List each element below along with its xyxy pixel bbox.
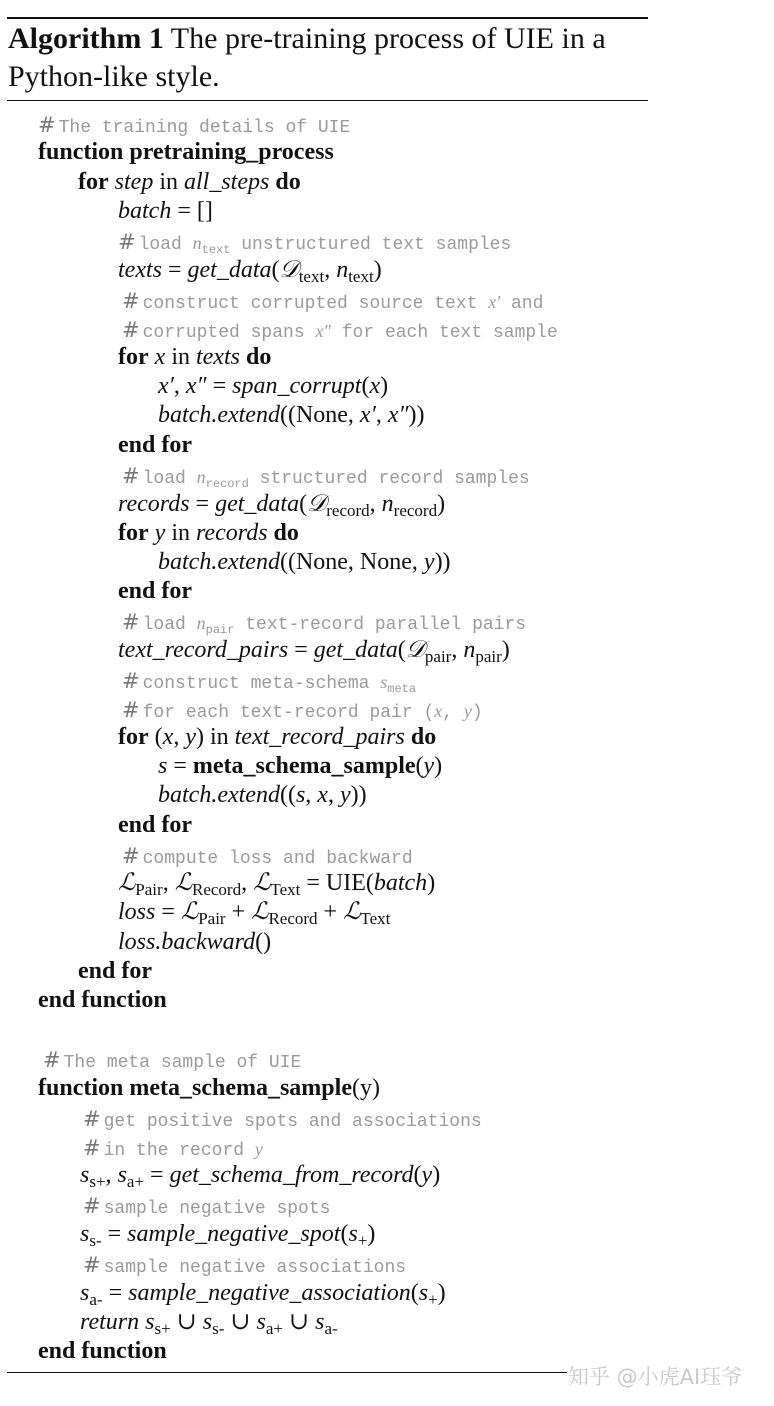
caption-line-1: The pre-training process of UIE in a: [170, 22, 606, 55]
comment-line: # compute loss and backward: [122, 844, 413, 869]
comment-line: # construct meta-schema $s_{meta}$: [122, 669, 417, 696]
watermark: 知乎 @小虎AI珏爷: [568, 1365, 743, 1389]
code-line: $s_{a-}$ = $sample\_negative\_association(s_+)$: [80, 1280, 446, 1309]
comment-line: # The training details of UIE: [38, 113, 351, 138]
code-line: records = get_data(𝒟$_{record}$, $n_{record}$): [118, 491, 446, 520]
code-line: x′, x″ = span_corrupt(x): [158, 373, 389, 399]
code-line: ℒ$_{Pair}$, ℒ$_{Record}$, ℒ$_{Text}$ = UIE(batch): [118, 870, 436, 899]
code-line: batch.extend((s, x, y)): [158, 782, 367, 808]
comment-line: # sample negative associations: [83, 1253, 407, 1278]
code-line: end function: [38, 987, 167, 1013]
comment-line: # sample negative spots: [83, 1194, 331, 1219]
code-line: function meta_schema_sample(y): [38, 1075, 380, 1101]
code-line: $s_{s-}$ = $sample\_negative\_spot(s_+)$: [80, 1221, 376, 1250]
caption-line-2: Python-like style.: [8, 60, 220, 93]
bottom-rule: [7, 1372, 567, 1373]
comment-line: # load $n_{pair}$ text-record parallel pairs: [122, 610, 527, 637]
code-line: end for: [78, 958, 152, 984]
code-line: loss = ℒ$_{Pair}$ + ℒ$_{Record}$ + ℒ$_{Text}$: [118, 899, 391, 928]
code-line: texts = get_data(𝒟$_{text}$, $n_{text}$): [118, 257, 382, 286]
comment-line: # load $n_{text}$ unstructured text samples: [118, 230, 512, 257]
code-line: return $s_{s+}$ ∪ $s_{s-}$ ∪ $s_{a+}$ ∪ $s_{a-}$: [80, 1309, 338, 1338]
code-line: for x in texts do: [118, 344, 272, 370]
algorithm-label: Algorithm 1: [8, 22, 164, 55]
code-line: s = meta_schema_sample(y): [158, 753, 443, 779]
comment-line: # construct corrupted source text x′ and: [122, 289, 544, 314]
code-line: function pretraining_process: [38, 139, 334, 165]
comment-line: # load $n_{record}$ structured record samples: [122, 464, 530, 491]
code-line: for y in records do: [118, 520, 299, 546]
comment-line: # in the record y: [83, 1136, 263, 1161]
code-line: batch.extend((None, x′, x″)): [158, 402, 425, 428]
comment-line: # The meta sample of UIE: [43, 1048, 302, 1073]
code-line: batch = []: [118, 198, 213, 224]
code-line: end for: [118, 578, 192, 604]
code-line: for step in all_steps do: [78, 169, 301, 195]
comment-line: # get positive spots and associations: [83, 1107, 482, 1132]
code-line: for (x, y) in text_record_pairs do: [118, 724, 437, 750]
algorithm-caption: [8, 20, 648, 96]
code-line: end for: [118, 812, 192, 838]
code-line: $s_{s+}$, $s_{a+}$ = get_schema_from_record(y): [80, 1162, 441, 1191]
comment-line: # for each text-record pair (x, y): [122, 698, 483, 723]
top-rule: [7, 17, 648, 19]
code-line: end for: [118, 432, 192, 458]
comment-line: # corrupted spans x″ for each text sample: [122, 318, 558, 343]
code-line: loss.backward(): [118, 929, 272, 955]
code-line: batch.extend((None, None, y)): [158, 549, 451, 575]
code-line: text_record_pairs = get_data(𝒟$_{pair}$, $n_{pair}$): [118, 637, 510, 666]
code-line: end function: [38, 1338, 167, 1364]
caption-rule: [7, 100, 648, 101]
